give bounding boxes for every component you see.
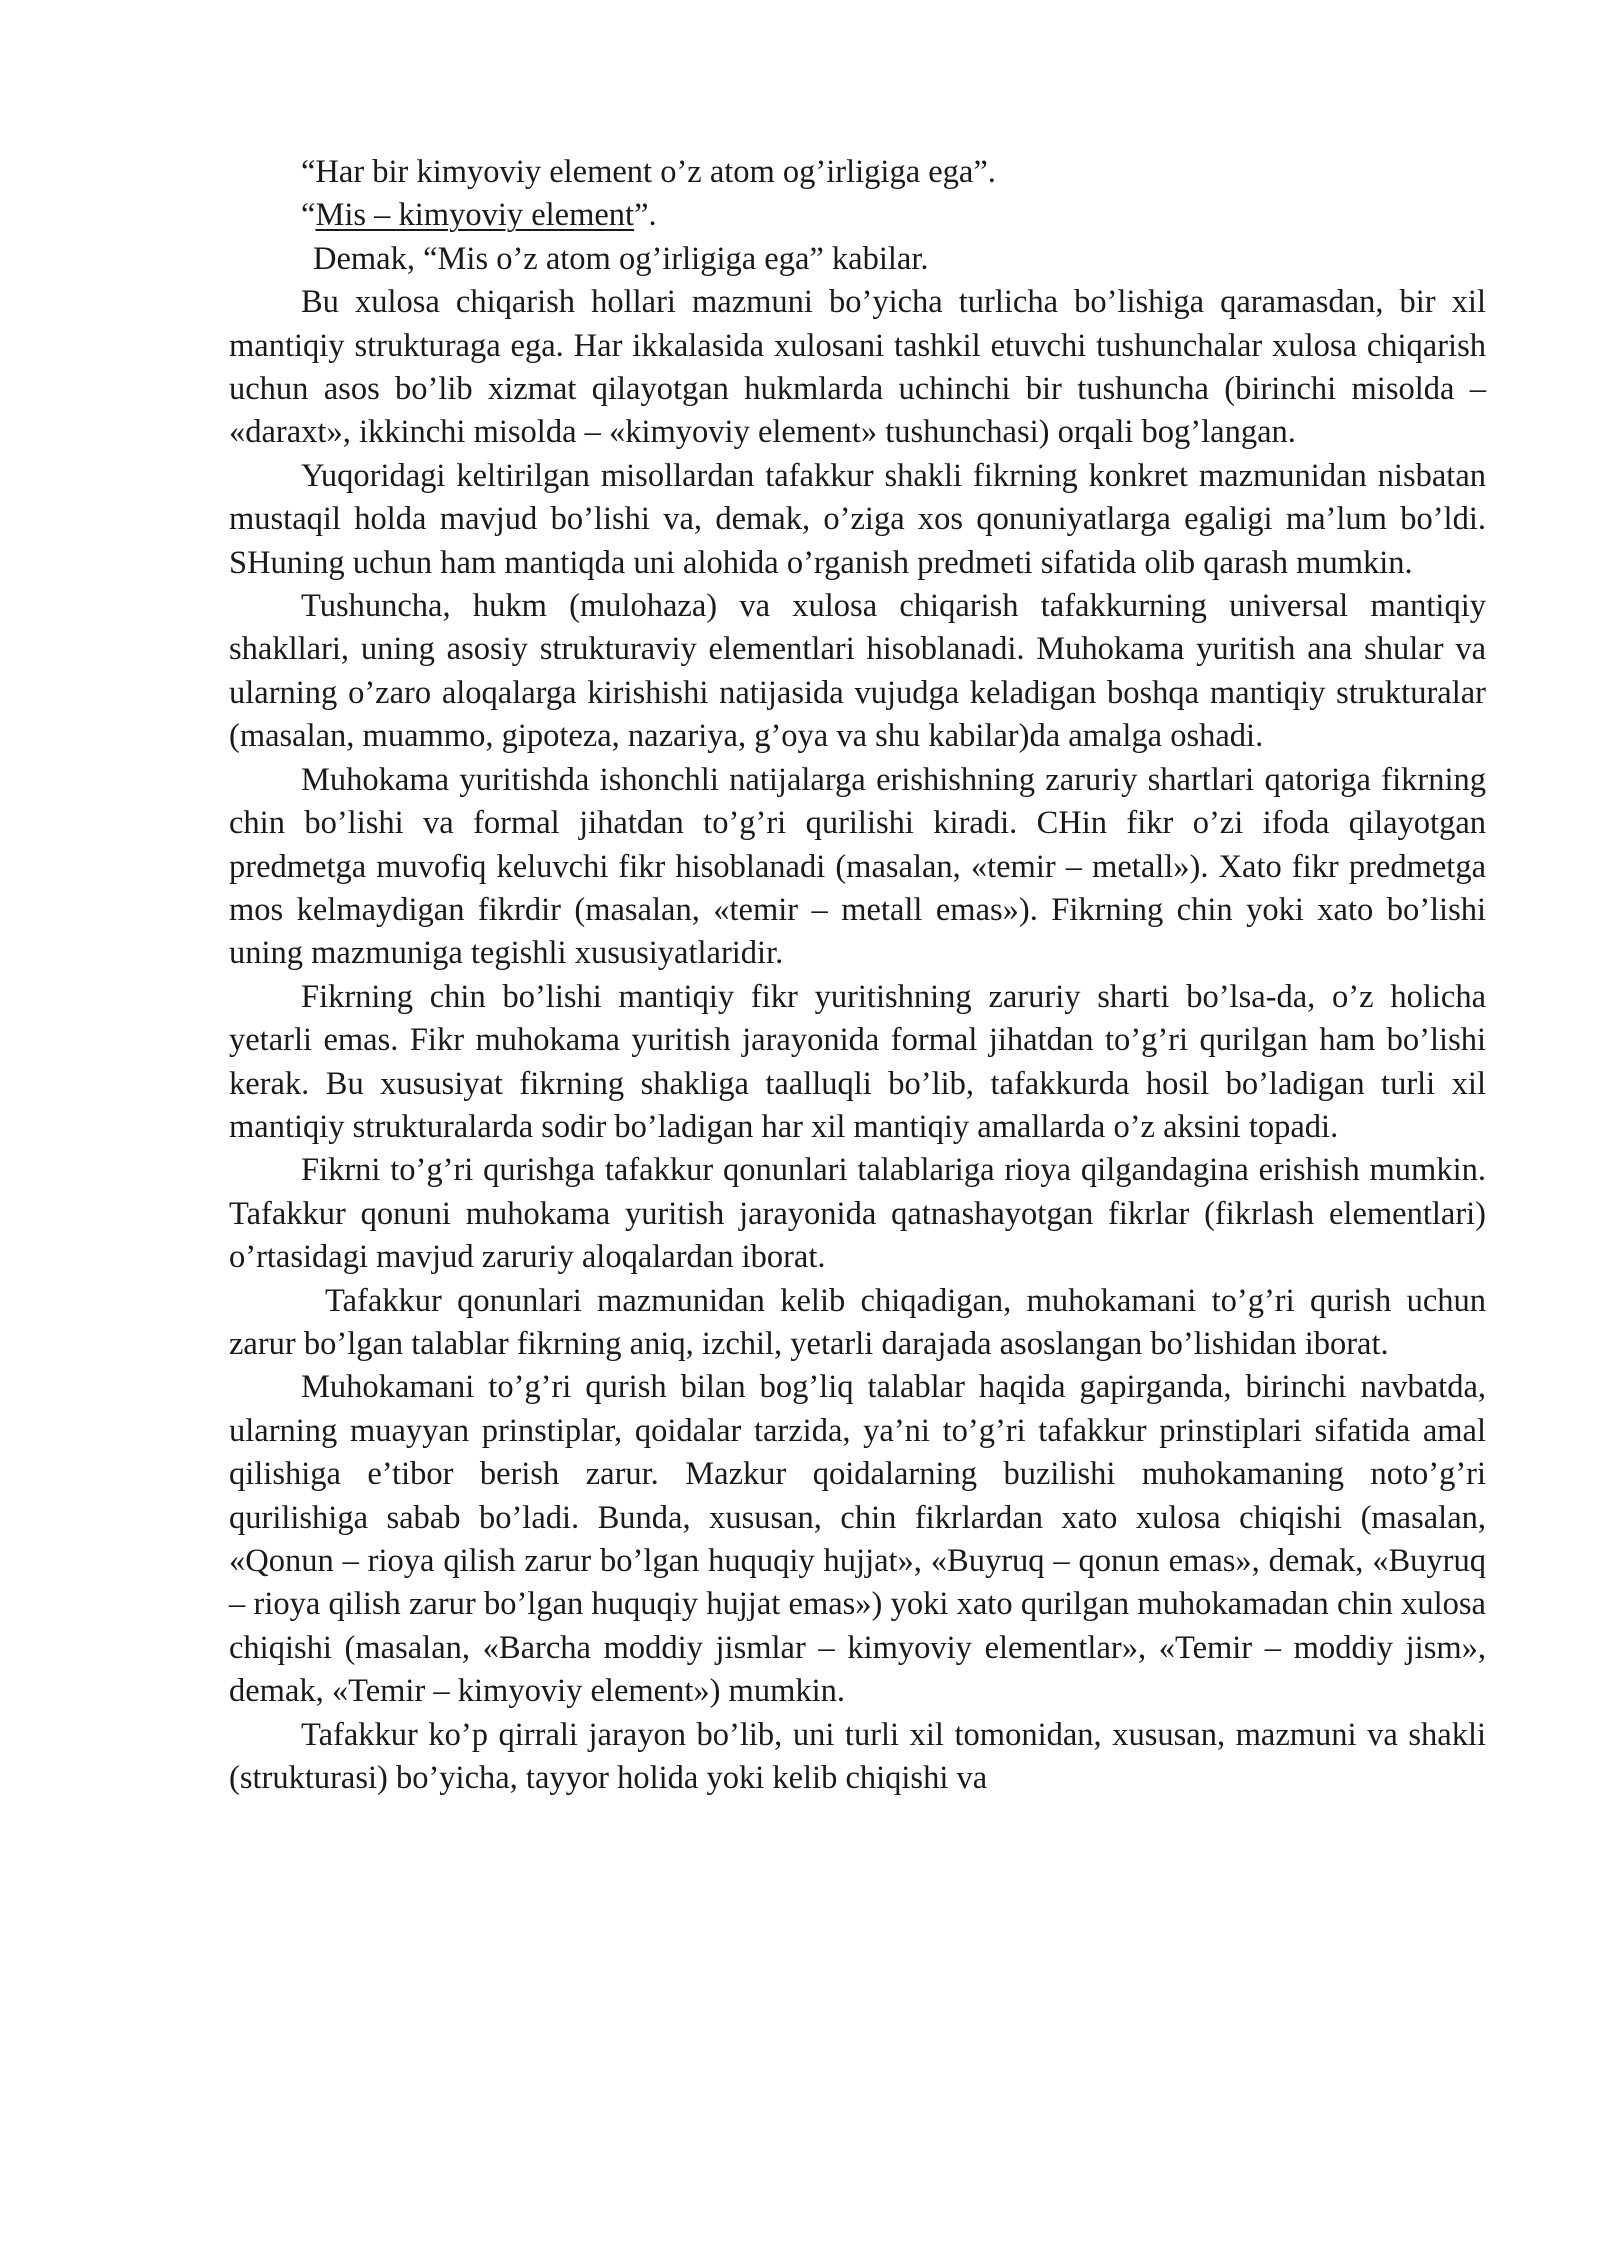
paragraph: Tushuncha, hukm (mulohaza) va xulosa chiqarish tafakkurning universal mantiqiy shakllari, uning asosiy strukturaviy elementlari hisoblanadi. Muhokama yuritish ana shular va ularning o’zaro aloqalarga kirishishi natijasida vujudga keladigan boshqa mantiqiy strukturalar (masalan, muammo, gipoteza, nazariya, g’oya va shu kabilar)da amalga oshadi. (229, 588, 1486, 755)
paragraph: Yuqoridagi keltirilgan misollardan tafakkur shakli fikrning konkret mazmunidan nisbatan mustaqil holda mavjud bo’lishi va, demak, o’ziga xos qonuniyatlarga egaligi ma’lum bo’ldi. SHuning uchun ham mantiqda uni alohida o’rganish predmeti sifatida olib qarash mumkin. (229, 457, 1486, 581)
paragraph: Bu xulosa chiqarish hollari mazmuni bo’yicha turlicha bo’lishiga qaramasdan, bir xil mantiqiy strukturaga ega. Har ikkalasida xulosani tashkil etuvchi tushunchalar xulosa chiqarish uchun asos bo’lib xizmat qilayotgan hukmlarda uchinchi bir tushuncha (birinchi misolda – «daraxt», ikkinchi misolda – «kimyoviy element» tushunchasi) orqali bog’langan. (229, 284, 1486, 451)
premise-line-1: “Har bir kimyoviy element o’z atom og’irligiga ega”. (301, 154, 996, 190)
document-body (229, 151, 1486, 1800)
paragraph: Tafakkur qonunlari mazmunidan kelib chiqadigan, muhokamani to’g’ri qurish uchun zarur bo’lgan talablar fikrning aniq, izchil, yetarli darajada asoslangan bo’lishidan iborat. (229, 1282, 1486, 1362)
premise-quote-open: “ (301, 197, 316, 234)
paragraph: Muhokamani to’g’ri qurish bilan bog’liq talablar haqida gapirganda, birinchi navbatda, ularning muayyan prinstiplar, qoidalar tarzida, ya’ni to’g’ri tafakkur prinstiplari sifatida amal qilishiga e’tibor berish zarur. Mazkur qoidalarning buzilishi muhokamaning noto’g’ri qurilishiga sabab bo’ladi. Bunda, xususan, chin fikrlardan xato xulosa chiqishi (masalan, «Qonun – rioya qilish zarur bo’lgan huquqiy hujjat», «Buyruq – qonun emas», demak, «Buyruq – rioya qilish zarur bo’lgan huquqiy hujjat emas») yoki xato qurilgan muhokamadan chin xulosa chiqishi (masalan, «Barcha moddiy jismlar – kimyoviy elementlar», «Temir – moddiy jism», demak, «Temir – kimyoviy element») mumkin. (229, 1369, 1486, 1710)
premise-quote-close: ”. (634, 197, 657, 234)
paragraph: Tafakkur ko’p qirrali jarayon bo’lib, uni turli xil tomonidan, xususan, mazmuni va shakli (strukturasi) bo’yicha, tayyor holida yoki kelib chiqishi va (229, 1716, 1486, 1797)
premise-line-2 (229, 194, 1486, 237)
paragraph: Muhokama yuritishda ishonchli natijalarga erishishning zaruriy shartlari qatoriga fikrning chin bo’lishi va formal jihatdan to’g’ri qurilishi kiradi. CHin fikr o’zi ifoda qilayotgan predmetga muvofiq keluvchi fikr hisoblanadi (masalan, «temir – metall»). Xato fikr predmetga mos kelmaydigan fikrdir (masalan, «temir – metall emas»). Fikrning chin yoki xato bo’lishi uning mazmuniga tegishli xususiyatlaridir. (229, 761, 1486, 972)
paragraph: Fikrning chin bo’lishi mantiqiy fikr yuritishning zaruriy sharti bo’lsa-da, o’z holicha yetarli emas. Fikr muhokama yuritish jarayonida formal jihatdan to’g’ri qurilgan ham bo’lishi kerak. Bu xususiyat fikrning shakliga taalluqli bo’lib, tafakkurda hosil bo’ladigan turli xil mantiqiy strukturalarda sodir bo’ladigan har xil mantiqiy amallarda o’z aksini topadi. (229, 978, 1486, 1145)
conclusion-line: Demak, “Mis o’z atom og’irligiga ega” kabilar. (313, 240, 929, 277)
premise-underlined-text: Mis – kimyoviy element (315, 197, 635, 234)
paragraph: Fikrni to’g’ri qurishga tafakkur qonunlari talablariga rioya qilgandagina erishish mumkin. Tafakkur qonuni muhokama yuritish jarayonida qatnashayotgan fikrlar (fikrlash elementlari) o’rtasidagi mavjud zaruriy aloqalardan iborat. (229, 1152, 1486, 1276)
